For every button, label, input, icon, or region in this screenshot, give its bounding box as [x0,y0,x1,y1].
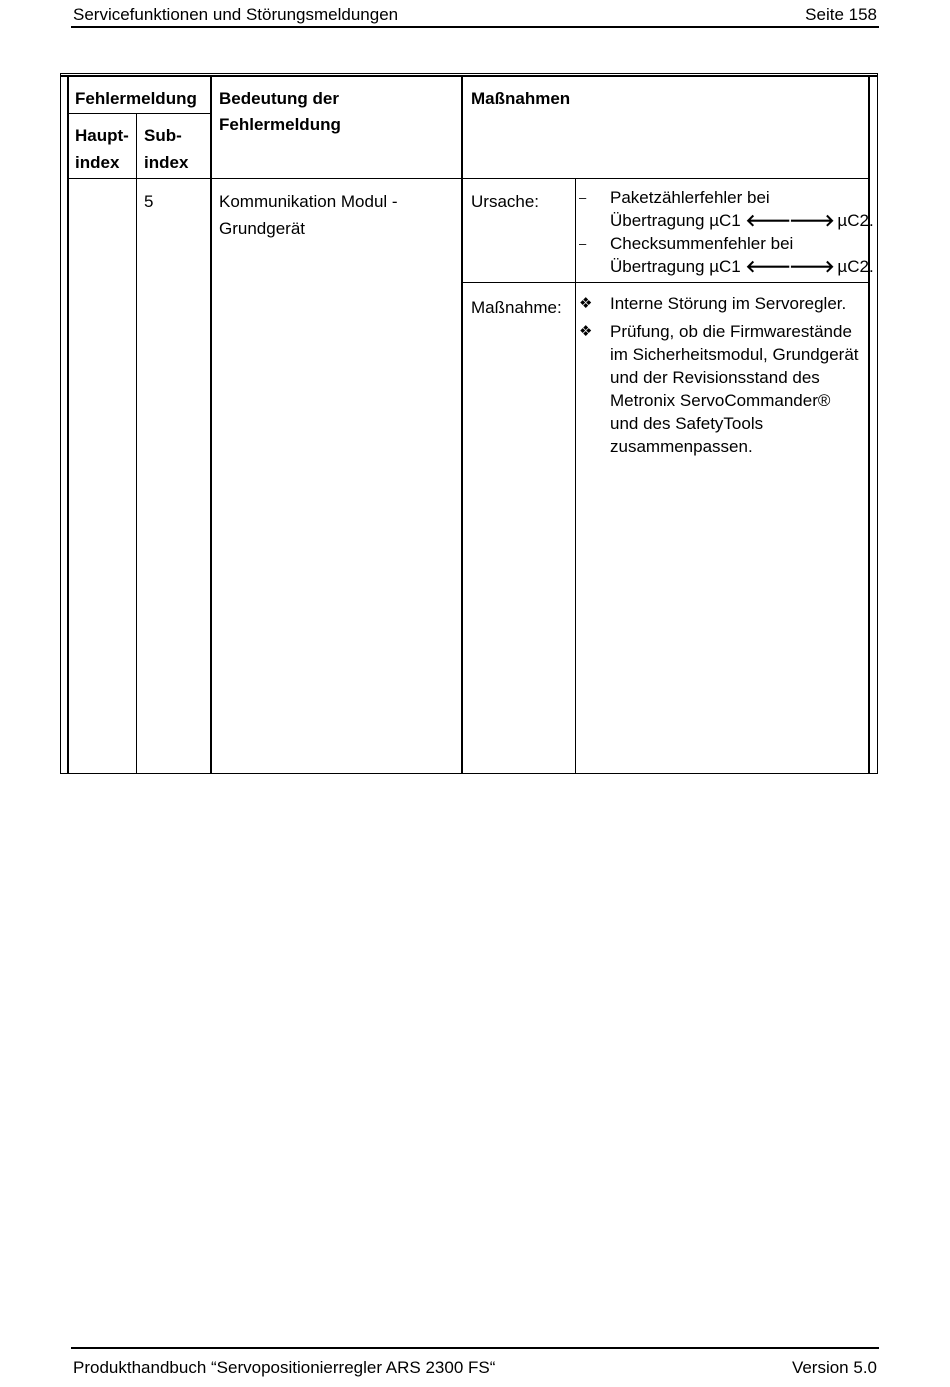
massnahme-item-2-line6: zusammenpassen. [610,437,753,456]
footer-rule [71,1347,879,1349]
document-title: Produkthandbuch “Servopositionierregler ARS 2300 FS“ [73,1358,496,1377]
ursache-item-1-target: µC2. [837,211,874,230]
table-top-border [60,73,878,74]
section-title: Servicefunktionen und Störungsmeldungen [73,5,399,24]
ursache-label: Ursache: [471,192,540,211]
document-version: Version 5.0 [791,1358,877,1377]
header-hauptindex-line1: Haupt- [75,126,129,145]
ursache-item-2-line2 [610,255,874,279]
header-fehlermeldung: Fehlermeldung [75,89,197,108]
row-sep-header [69,178,868,179]
massnahme-item-2-line4: Metronix ServoCommander® [610,391,831,410]
ursache-item-2-line1: Checksummenfehler bei [610,234,794,253]
ursache-item-2-text: Übertragung µC1 [610,257,741,276]
cell-bedeutung-line1: Kommunikation Modul - [219,192,398,211]
header-subindex-line1: Sub- [144,126,182,145]
diamond-bullet-icon: ❖ [579,295,593,312]
massnahme-label: Maßnahme: [471,298,562,317]
ursache-item-1-line1: Paketzählerfehler bei [610,188,770,207]
ursache-item-1-line2 [610,209,874,233]
massnahme-item-2-line5: und des SafetyTools [610,414,764,433]
table-bottom-border [60,773,878,774]
ursache-item-1-text: Übertragung µC1 [610,211,741,230]
double-arrow-icon: 🡐🡒 [745,211,833,231]
col-sep-bedeutung [461,75,463,774]
page-number: Seite 158 [805,5,877,24]
col-sep-hauptindex [136,113,137,774]
row-sep-fehlermeldung-sub [69,113,210,114]
header-hauptindex-line2: index [75,153,120,172]
header-subindex-line2: index [144,153,189,172]
header-bedeutung-line1: Bedeutung der [219,89,339,108]
cell-bedeutung-line2: Grundgerät [219,219,305,238]
ursache-dash-1: – [579,190,587,205]
diamond-bullet-icon: ❖ [579,323,593,340]
row-sep-ursache [463,282,868,283]
col-sep-fehlermeldung [210,75,212,774]
table-left-border-inner [67,75,69,774]
double-arrow-icon: 🡐🡒 [745,257,833,277]
table-top-border-inner [60,75,878,77]
massnahme-item-2-line2: im Sicherheitsmodul, Grundgerät [610,345,859,364]
table-right-border [877,73,878,774]
massnahme-item-2-line3: und der Revisionsstand des [610,368,820,387]
massnahme-item-2-line1: Prüfung, ob die Firmwarestände [610,322,852,341]
header-bedeutung-line2: Fehlermeldung [219,115,341,134]
col-sep-ursache [575,178,576,774]
ursache-dash-2: – [579,236,587,251]
table-right-border-inner [868,75,870,774]
ursache-item-2-target: µC2. [837,257,874,276]
header-massnahmen: Maßnahmen [471,89,571,108]
cell-subindex: 5 [144,192,154,211]
massnahme-item-1-line1: Interne Störung im Servoregler. [610,294,847,313]
table-left-border [60,73,61,774]
